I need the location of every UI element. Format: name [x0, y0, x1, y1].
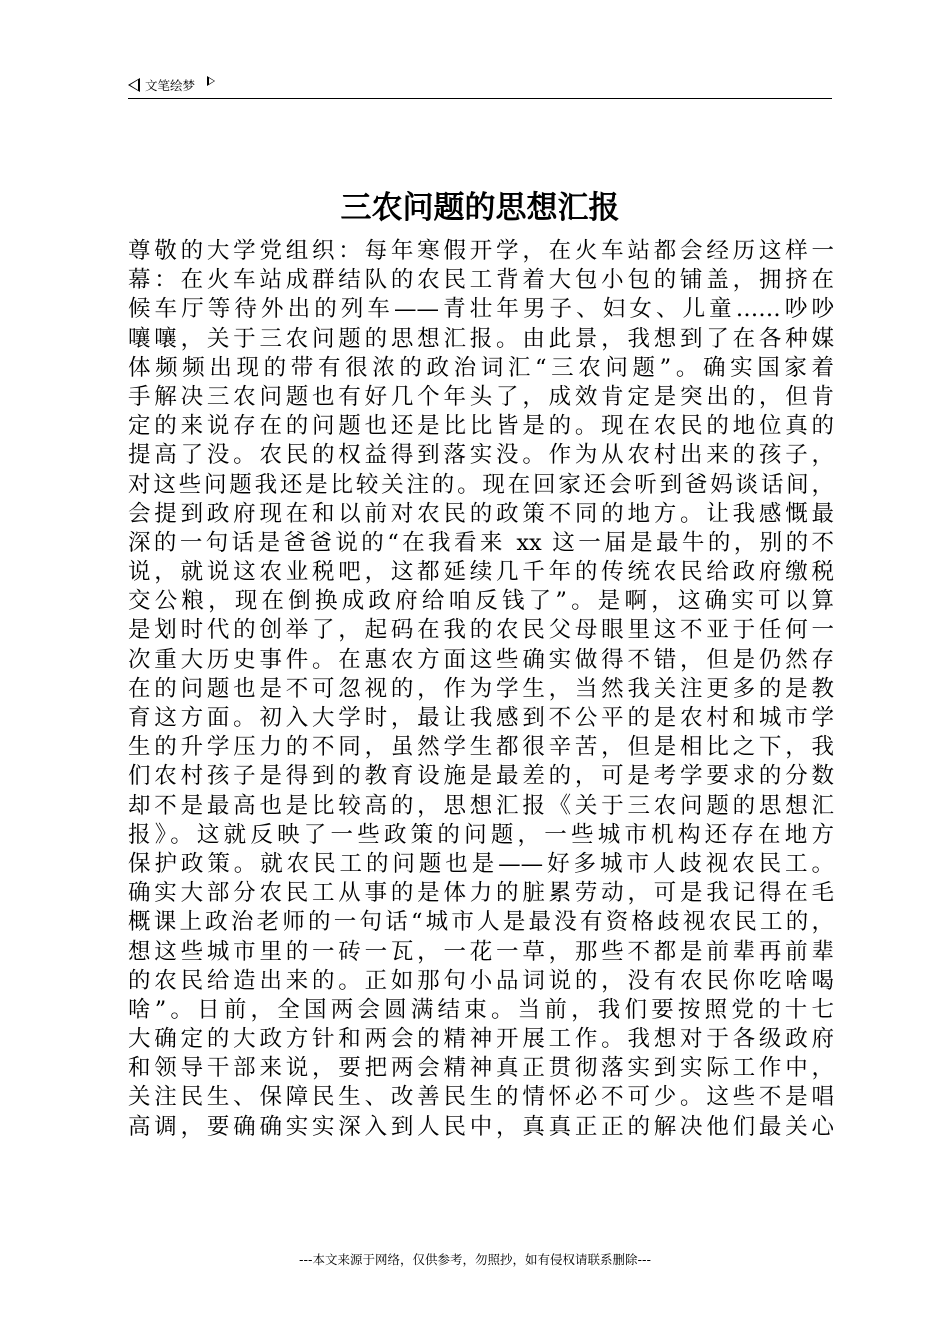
body-line: 是划时代的创举了，起码在我的农民父母眼里这不亚于任何一 — [128, 617, 834, 644]
body-line: 尊敬的大学党组织：每年寒假开学，在火车站都会经历这样一 — [128, 238, 834, 264]
body-line: 候车厅等待外出的列车——青壮年男子、妇女、儿童……吵吵 — [128, 296, 834, 323]
body-line: 育这方面。初入大学时，最让我感到不公平的是农村和城市学 — [128, 705, 834, 731]
body-line: 报》。这就反映了一些政策的问题，一些城市机构还存在地方 — [128, 821, 834, 848]
body-line: 大确定的大政方针和两会的精神开展工作。我想对于各级政府 — [128, 1026, 834, 1053]
body-line: 定的来说存在的问题也还是比比皆是的。现在农民的地位真的 — [128, 413, 834, 440]
body-line: 深的一句话是爸爸说的“在我看来 xx 这一届是最牛的，别的不 — [128, 529, 834, 556]
body-line: 高调，要确确实实深入到人民中，真真正正的解决他们最关心 — [128, 1113, 834, 1140]
body-line: 提高了没。农民的权益得到落实没。作为从农村出来的孩子， — [128, 442, 834, 469]
triangle-right-outline-icon — [207, 76, 215, 86]
body-line: 交公粮，现在倒换成政府给咱反钱了”。是啊，这确实可以算 — [128, 588, 834, 615]
body-line: 在的问题也是不可忽视的，作为学生，当然我关注更多的是教 — [128, 675, 834, 702]
body-line: 嚷嚷，关于三农问题的思想汇报。由此景，我想到了在各种媒 — [128, 325, 834, 352]
body-line: 的农民给造出来的。正如那句小品词说的，没有农民你吃啥喝 — [128, 967, 834, 994]
body-line: 确实大部分农民工从事的是体力的脏累劳动，可是我记得在毛 — [128, 880, 834, 907]
header-brand-group — [128, 76, 215, 94]
body-line: 次重大历史事件。在惠农方面这些确实做得不错，但是仍然存 — [128, 646, 834, 673]
body-line: 体频频出现的带有很浓的政治词汇“三农问题”。确实国家着 — [128, 354, 834, 381]
body-line: 说，就说这农业税吧，这都延续几千年的传统农民给政府缴税 — [128, 559, 834, 586]
header-brand: 文笔绘梦 — [145, 78, 196, 93]
footer-notice: ---本文来源于网络，仅供参考，勿照抄，如有侵权请联系删除--- — [298, 1252, 652, 1267]
body-line: 关注民生、保障民生、改善民生的情怀必不可少。这些不是唱 — [128, 1084, 834, 1111]
document-title: 三农问题的思想汇报 — [340, 190, 620, 226]
body-line: 会提到政府现在和以前对农民的政策不同的地方。让我感慨最 — [128, 500, 834, 527]
triangle-left-outline-icon — [128, 78, 140, 92]
body-line: 生的升学压力的不同，虽然学生都很辛苦，但是相比之下，我 — [128, 734, 834, 761]
body-line: 手解决三农问题也有好几个年头了，成效肯定是突出的，但肯 — [128, 383, 834, 410]
body-line: 幕：在火车站成群结队的农民工背着大包小包的铺盖，拥挤在 — [128, 267, 834, 294]
body-line: 想这些城市里的一砖一瓦，一花一草，那些不都是前辈再前辈 — [128, 938, 834, 965]
body-line: 们农村孩子是得到的教育设施是最差的，可是考学要求的分数 — [128, 763, 834, 790]
body-line: 概课上政治老师的一句话“城市人是最没有资格歧视农民工的， — [128, 909, 834, 936]
body-line: 保护政策。就农民工的问题也是——好多城市人歧视农民工。 — [128, 850, 834, 877]
page-header — [128, 74, 832, 99]
document-body — [128, 237, 834, 1142]
body-line: 对这些问题我还是比较关注的。现在回家还会听到爸妈谈话间， — [128, 471, 834, 498]
body-line: 却不是最高也是比较高的，思想汇报《关于三农问题的思想汇 — [128, 792, 834, 819]
body-line: 和领导干部来说，要把两会精神真正贯彻落实到实际工作中， — [128, 1055, 834, 1082]
body-line: 啥”。日前，全国两会圆满结束。当前，我们要按照党的十七 — [128, 996, 834, 1023]
